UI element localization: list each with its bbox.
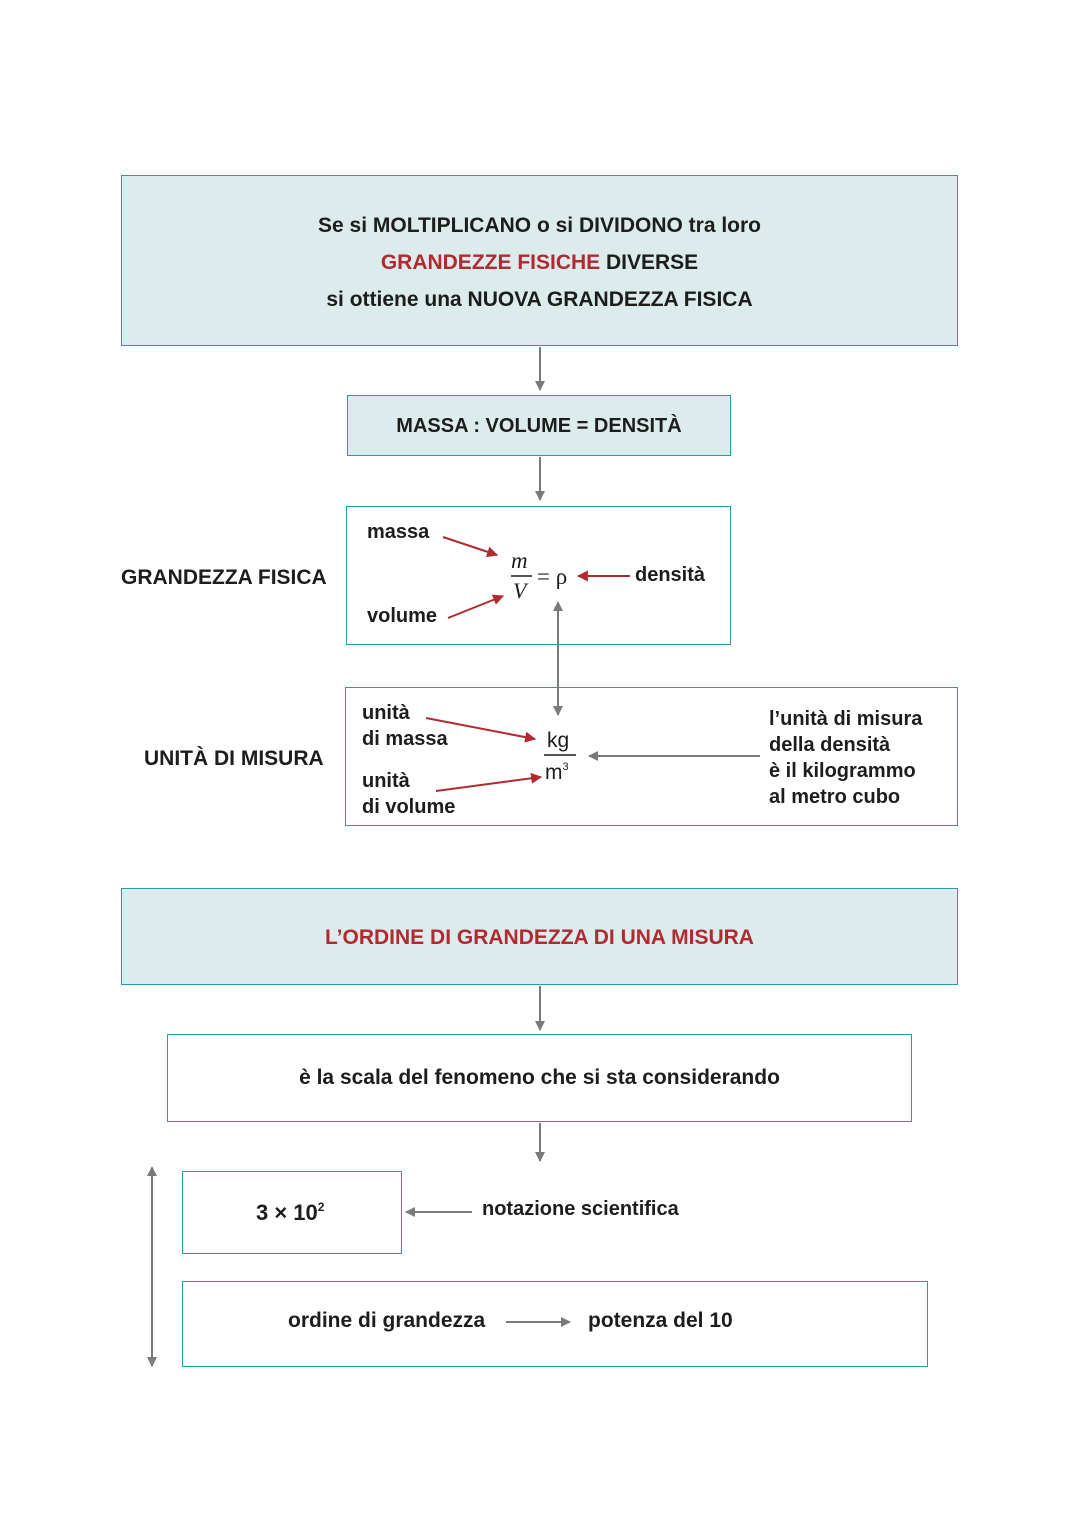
unit-exponent-3: 3 (562, 761, 569, 773)
volume-label: volume (367, 605, 438, 627)
grandezza-fisica-label: GRANDEZZA FISICA (121, 566, 327, 589)
arrow-volume (448, 596, 503, 618)
intro-line-1: Se si MOLTIPLICANO o si DIVIDONO tra loro (318, 214, 761, 237)
densita-label: densità (635, 564, 706, 586)
arrow-massa (443, 537, 497, 555)
potenza-del-10-label: potenza del 10 (588, 1309, 733, 1332)
intro-line-2 (121, 252, 958, 273)
massa-label: massa (367, 521, 430, 543)
sci-exponent: 2 (317, 1200, 325, 1214)
ordine-title: L’ORDINE DI GRANDEZZA DI UNA MISURA (325, 926, 754, 949)
arrow-unita-volume (436, 777, 541, 791)
ordine-definition: è la scala del fenomeno che si sta considerando (299, 1066, 780, 1089)
sci-base: 3 × 10 (256, 1200, 318, 1225)
unita-massa-line1: unità (362, 702, 410, 724)
equals-rho: = ρ (537, 564, 568, 589)
unita-desc-line4: al metro cubo (769, 786, 901, 808)
unit-denominator-m: m (545, 761, 563, 784)
unita-di-misura-label: UNITÀ DI MISURA (144, 747, 324, 770)
unit-numerator-kg: kg (547, 729, 570, 752)
ordine-di-grandezza-label: ordine di grandezza (288, 1309, 486, 1332)
unita-desc-line1: l’unità di misura (769, 708, 923, 730)
unit-denominator-m3 (545, 762, 569, 783)
equation-text: MASSA : VOLUME = DENSITÀ (396, 415, 682, 437)
intro-line-3: si ottiene una NUOVA GRANDEZZA FISICA (326, 288, 753, 311)
notazione-scientifica-label: notazione scientifica (482, 1198, 679, 1220)
intro-line-2-highlight: GRANDEZZE FISICHE (380, 251, 601, 274)
scientific-notation-value (256, 1201, 324, 1224)
intro-line-2-rest: DIVERSE (600, 251, 699, 274)
unita-desc-line2: della densità (769, 734, 891, 756)
fraction-denominator-v: V (513, 578, 527, 603)
unita-volume-line2: di volume (362, 796, 456, 818)
unita-desc-line3: è il kilogrammo (769, 760, 916, 782)
unita-massa-line2: di massa (362, 728, 448, 750)
unita-volume-line1: unità (362, 770, 410, 792)
fraction-numerator-m: m (511, 548, 528, 573)
